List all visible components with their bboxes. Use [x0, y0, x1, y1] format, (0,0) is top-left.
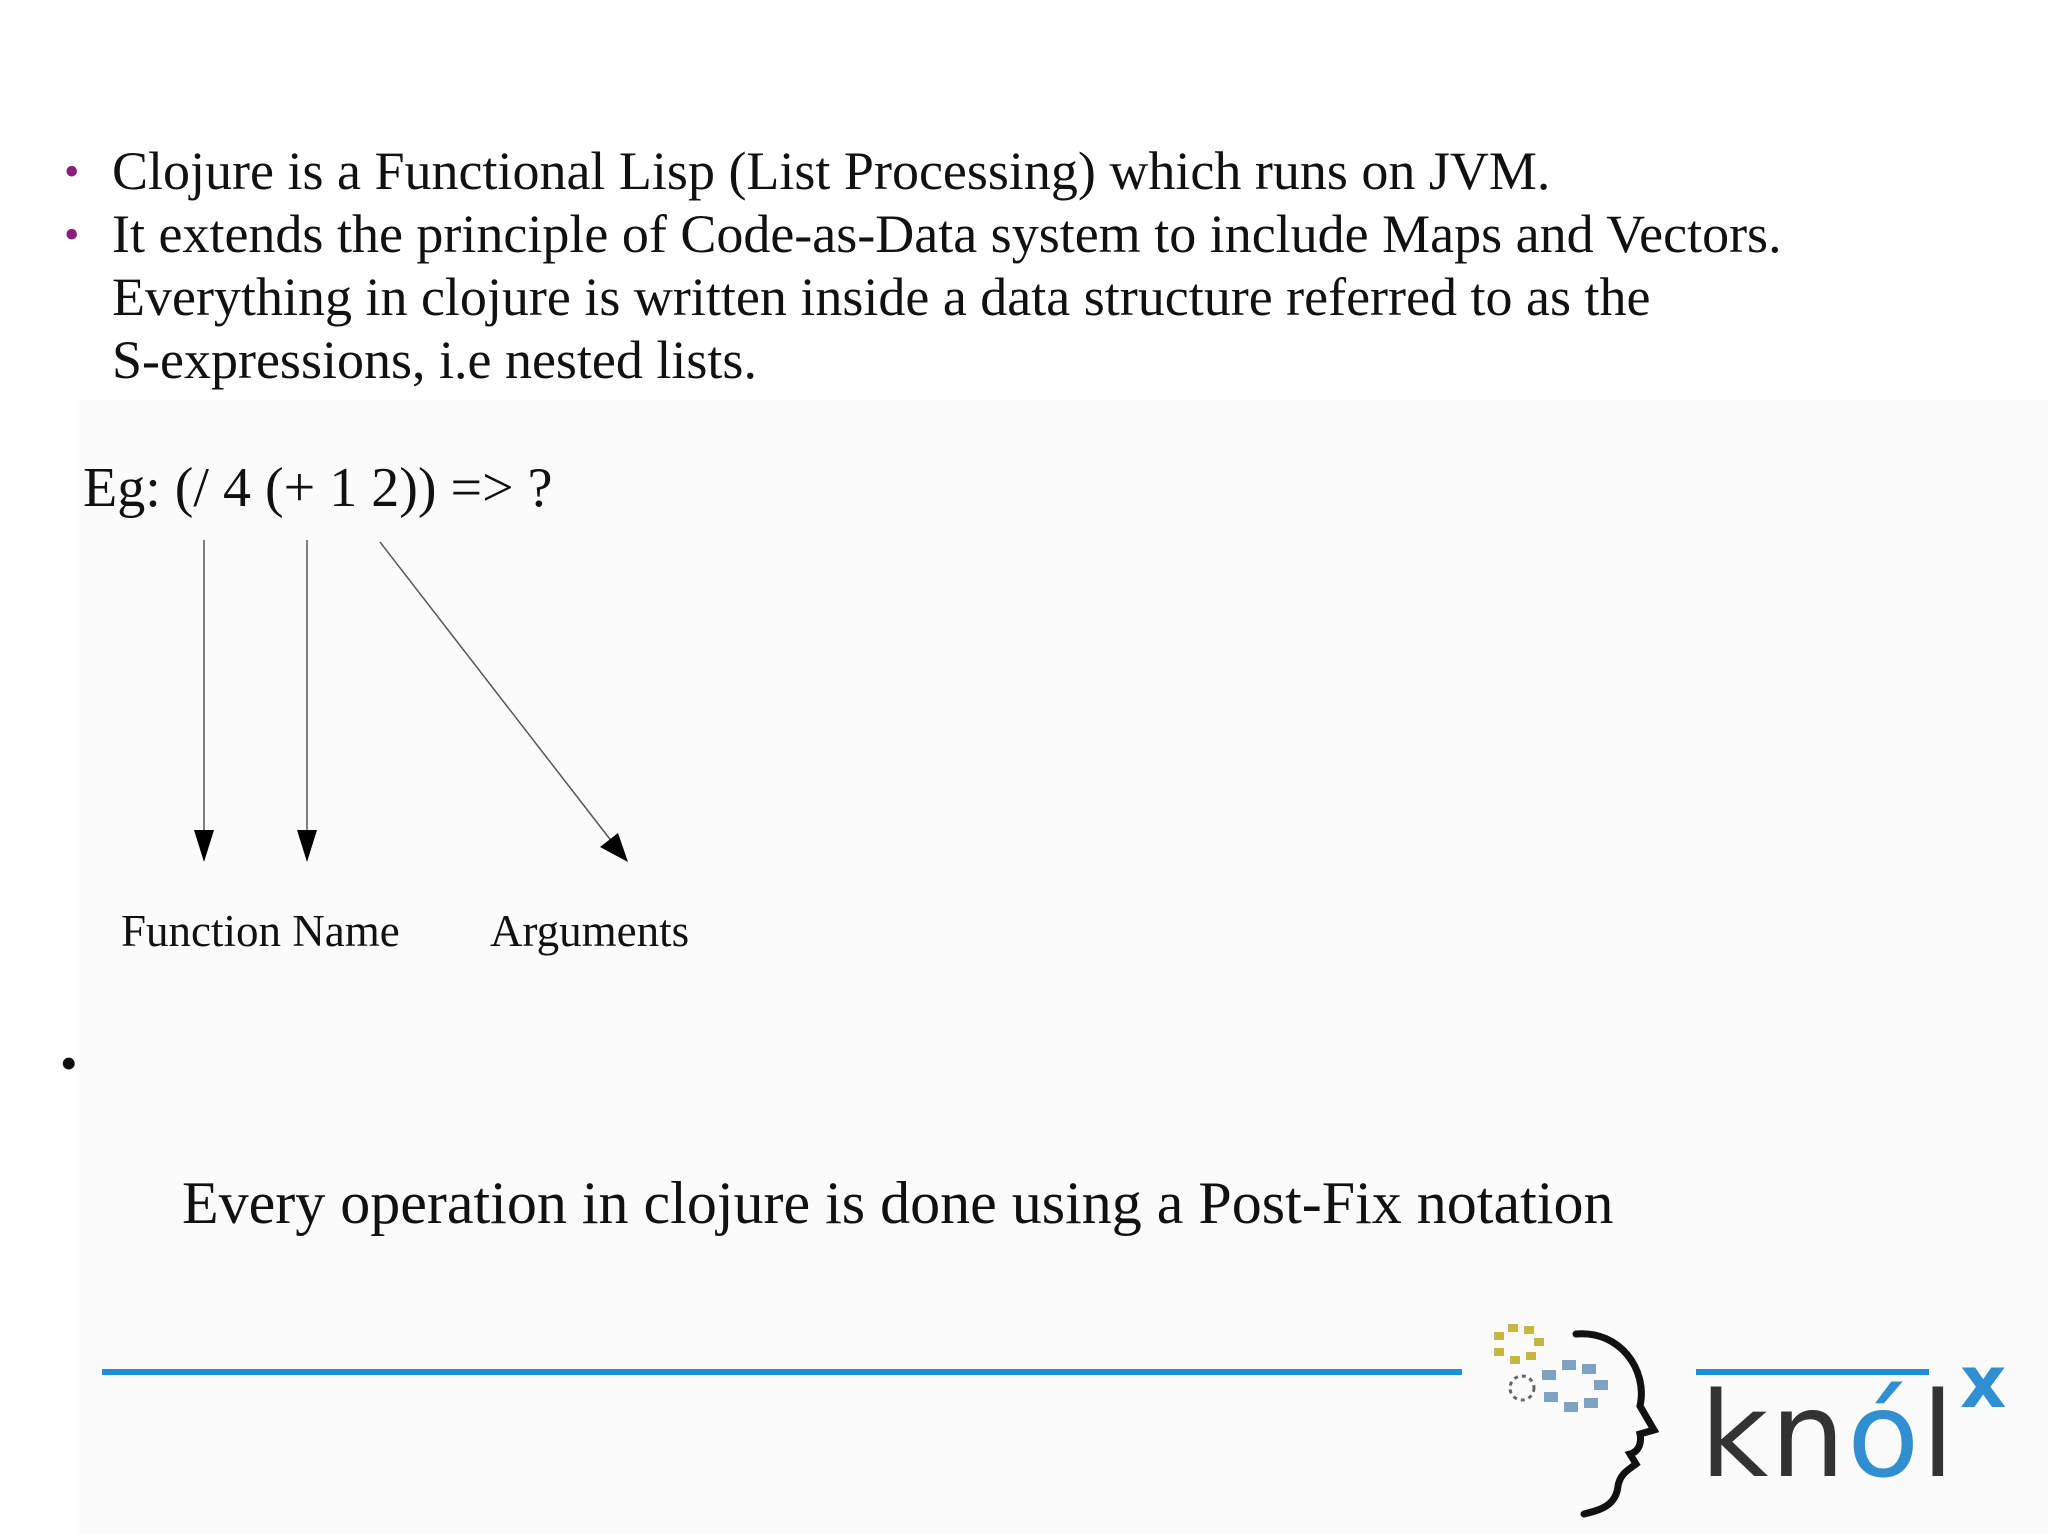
logo-wordmark — [1700, 1366, 1957, 1504]
gear-dots-blue-icon — [1542, 1360, 1608, 1412]
bullet-marker: • — [64, 210, 80, 259]
arrowhead — [194, 830, 214, 862]
bottom-bullet — [60, 1028, 1613, 1308]
bullet-marker: • — [60, 1035, 78, 1091]
logo-superscript: x — [1960, 1340, 2007, 1424]
logo-text-suffix: l — [1921, 1366, 1957, 1504]
knolx-logo-icon — [1480, 1310, 1710, 1520]
bullet-text-line: S-expressions, i.e nested lists. — [112, 330, 757, 390]
footer-rule-left — [102, 1369, 1462, 1375]
logo-text-prefix: kn — [1700, 1366, 1848, 1504]
head-profile-icon — [1576, 1334, 1654, 1514]
gear-dots-gray-icon — [1510, 1376, 1534, 1400]
bullet-text: Clojure is a Functional Lisp (List Processing) which runs on JVM. — [112, 141, 1551, 201]
bullet-marker: • — [64, 147, 80, 196]
logo-text-accent: ó — [1847, 1366, 1922, 1504]
arrowhead — [297, 830, 317, 862]
function-name-label: Function Name — [121, 906, 400, 956]
arguments-label: Arguments — [490, 906, 690, 956]
arrow-to-arguments — [380, 542, 616, 847]
bullet-text-line: Everything in clojure is written inside a data structure referred to as the — [112, 267, 1651, 327]
arrowhead — [600, 833, 628, 862]
bullet-text-line: It extends the principle of Code-as-Data system to include Maps and Vectors. — [112, 204, 1782, 264]
example-expression: Eg: (/ 4 (+ 1 2)) => ? — [83, 457, 553, 519]
gear-dots-yellow-icon — [1494, 1324, 1544, 1364]
bottom-bullet-text: Every operation in clojure is done using a Post-Fix notation — [182, 1170, 1614, 1236]
